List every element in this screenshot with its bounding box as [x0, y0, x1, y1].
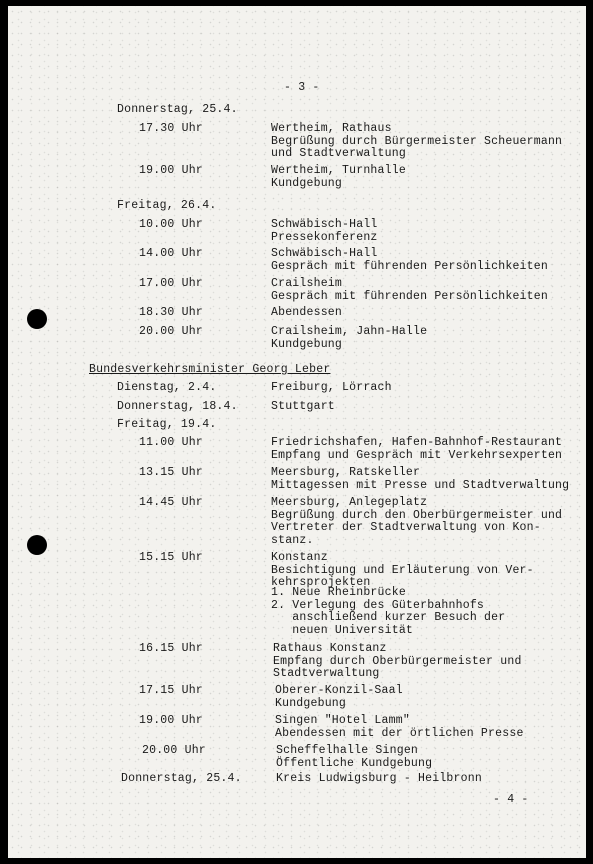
event-sub-list: 1. Neue Rheinbrücke 2. Verlegung des Güterbahnhofs anschließend kurzer Besuch der neuen Universität	[271, 586, 506, 637]
day-heading: Freitag, 26.4.	[117, 199, 217, 212]
punch-hole	[27, 309, 47, 329]
page-number-header: - 3 -	[284, 81, 320, 94]
event-description: Kreis Ludwigsburg - Heilbronn	[276, 772, 482, 785]
time-label: 17.30 Uhr	[139, 122, 203, 135]
time-label: 10.00 Uhr	[139, 218, 203, 231]
event-description: Crailsheim, Jahn-Halle Kundgebung	[271, 325, 428, 351]
event-description: Scheffelhalle Singen Öffentliche Kundgebung	[276, 744, 433, 770]
time-label: 19.00 Uhr	[139, 164, 203, 177]
punch-hole	[27, 535, 47, 555]
time-label: 20.00 Uhr	[142, 744, 206, 757]
time-label: 15.15 Uhr	[139, 551, 203, 564]
event-description: Konstanz Besichtigung und Erläuterung von Ver- kehrsprojekten	[271, 551, 534, 589]
event-description: Abendessen	[271, 306, 343, 319]
time-label: 14.00 Uhr	[139, 247, 203, 260]
time-label: 20.00 Uhr	[139, 325, 203, 338]
time-label: 17.00 Uhr	[139, 277, 203, 290]
day-heading: Donnerstag, 25.4.	[117, 103, 238, 116]
event-description: Oberer-Konzil-Saal Kundgebung	[275, 684, 403, 710]
event-description: Schwäbisch-Hall Pressekonferenz	[271, 218, 378, 244]
time-label: 18.30 Uhr	[139, 306, 203, 319]
time-label: 16.15 Uhr	[139, 642, 203, 655]
event-description: Schwäbisch-Hall Gespräch mit führenden Persönlichkeiten	[271, 247, 548, 273]
event-description: Freiburg, Lörrach	[271, 381, 392, 394]
event-description: Meersburg, Anlegeplatz Begrüßung durch den Oberbürgermeister und Vertreter der Stadtverwaltung von Kon- stanz.	[271, 496, 563, 547]
event-description: Friedrichshafen, Hafen-Bahnhof-Restaurant Empfang und Gespräch mit Verkehrsexperten	[271, 436, 563, 462]
page-number-footer: - 4 -	[493, 793, 529, 806]
time-label: 13.15 Uhr	[139, 466, 203, 479]
event-description: Singen "Hotel Lamm" Abendessen mit der örtlichen Presse	[275, 714, 524, 740]
day-heading: Freitag, 19.4.	[117, 418, 217, 431]
time-label: 14.45 Uhr	[139, 496, 203, 509]
day-heading: Dienstag, 2.4.	[117, 381, 217, 394]
event-description: Stuttgart	[271, 400, 335, 413]
section-heading: Bundesverkehrsminister Georg Leber	[89, 363, 331, 376]
time-label: 17.15 Uhr	[139, 684, 203, 697]
event-description: Meersburg, Ratskeller Mittagessen mit Presse und Stadtverwaltung	[271, 466, 570, 492]
event-description: Wertheim, Turnhalle Kundgebung	[271, 164, 406, 190]
event-description: Wertheim, Rathaus Begrüßung durch Bürgermeister Scheuermann und Stadtverwaltung	[271, 122, 563, 160]
event-description: Crailsheim Gespräch mit führenden Persönlichkeiten	[271, 277, 548, 303]
event-description: Rathaus Konstanz Empfang durch Oberbürgermeister und Stadtverwaltung	[273, 642, 522, 680]
day-heading: Donnerstag, 25.4.	[121, 772, 242, 785]
time-label: 11.00 Uhr	[139, 436, 203, 449]
day-heading: Donnerstag, 18.4.	[117, 400, 238, 413]
time-label: 19.00 Uhr	[139, 714, 203, 727]
